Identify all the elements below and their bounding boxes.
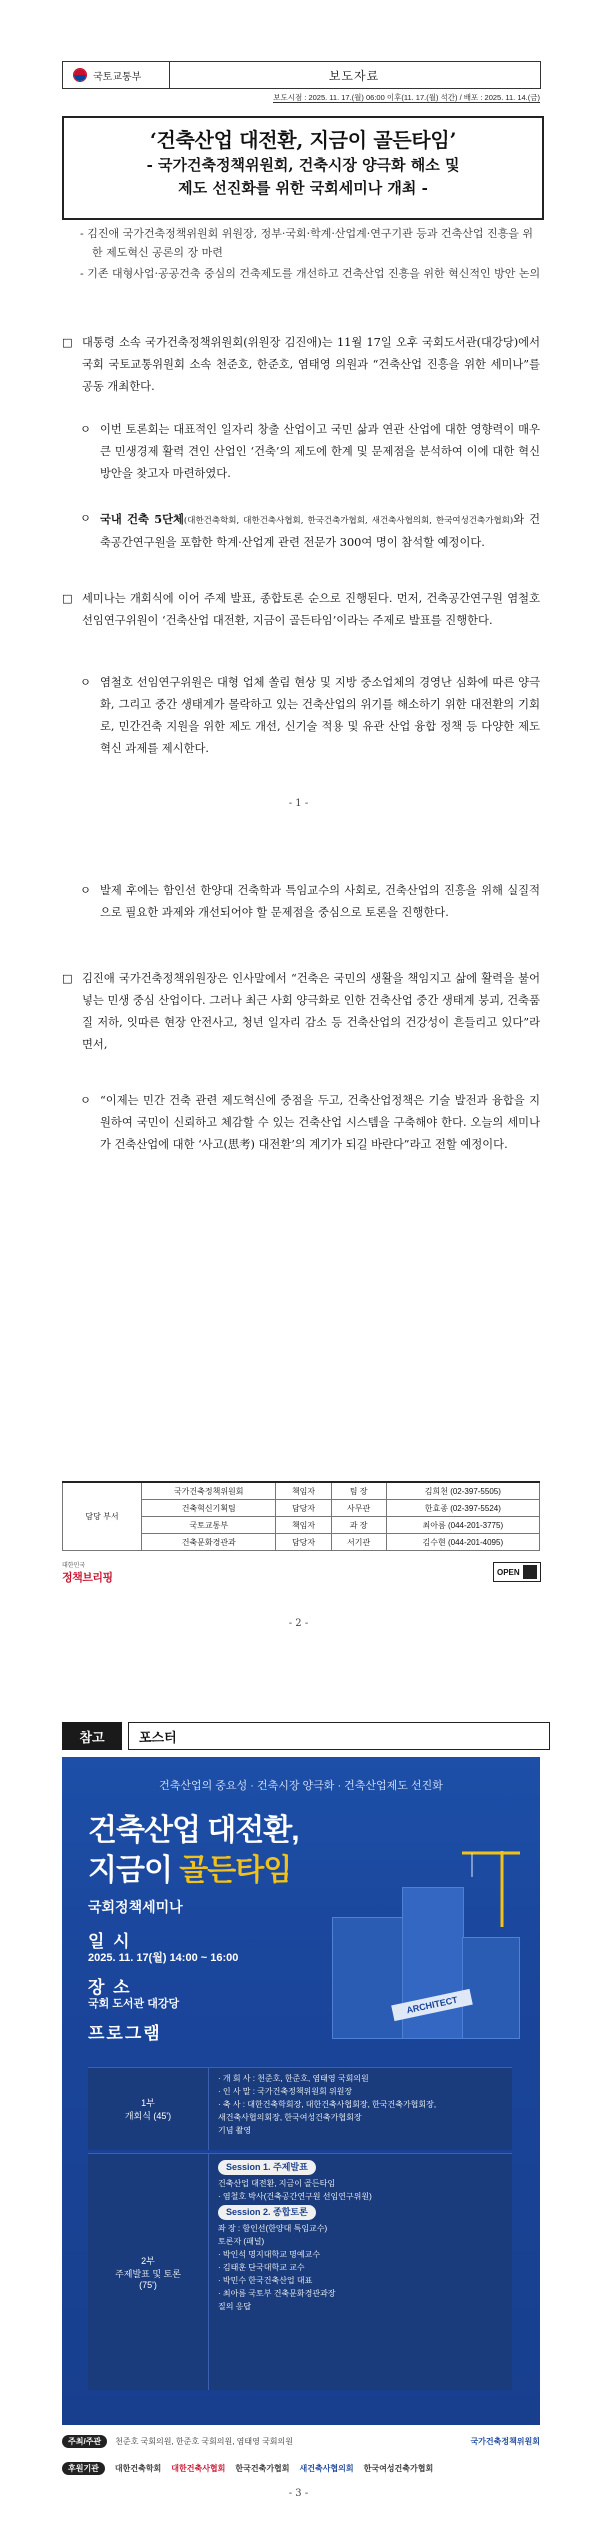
page-number: - 3 -	[288, 2488, 309, 2499]
crane-icon	[462, 1847, 522, 1927]
bullet-mark: □	[62, 972, 73, 985]
subtitle-line-2: 제도 선진화를 위한 국회세미나 개최 -	[178, 179, 428, 197]
reference-title: 포스터	[128, 1722, 550, 1750]
host-text: 천준호 국회의원, 한준호 국회의원, 염태영 국회의원	[115, 2436, 293, 2446]
contact-table	[62, 1481, 540, 1551]
paragraph-1	[62, 332, 540, 398]
program-row-1	[88, 2067, 512, 2150]
program-line: 건축산업 대전환, 지금이 골든타임	[218, 2179, 336, 2188]
contact-title: 사무관	[331, 1500, 386, 1517]
architect-sign: ARCHITECT	[391, 1989, 473, 2021]
paragraph-text: 발제 후에는 함인선 한양대 건축학과 특임교수의 사회로, 건축산업의 진흥을 위해 실질적으로 필요한 과제와 개선되어야 할 문제점을 중심으로 토론을 진행한다.	[100, 884, 540, 919]
text-normal: 와 건축공간연구원을 포함한 학계·산업계 관련 전문가 300여 명이 참석할 예정이다.	[100, 513, 540, 549]
summary-item: - 김진애 국가건축정책위원회 위원장, 정부·국회·학계·산업계·연구기관 등과 건축산업 진흥을 위한 제도혁신 공론의 장 마련	[80, 227, 533, 259]
page-number: - 2 -	[288, 1618, 309, 1629]
session-pill: Session 2. 종합토론	[218, 2205, 316, 2220]
host-label: 주최/주관	[62, 2435, 107, 2448]
paragraph-8	[80, 1090, 540, 1156]
host-row	[62, 2432, 540, 2450]
program-row-label	[88, 2154, 209, 2390]
program-row-label	[88, 2068, 209, 2150]
summary	[80, 224, 542, 285]
contact-role: 담당자	[276, 1534, 331, 1551]
contact-title: 과 장	[331, 1517, 386, 1534]
program-label: 프로그램	[88, 2024, 162, 2043]
bullet-mark: ㅇ	[80, 512, 91, 525]
supporter: 한국건축가협회	[235, 2463, 290, 2473]
ministry-name: 국토교통부	[93, 71, 142, 83]
bullet-mark: ㅇ	[80, 1094, 91, 1107]
summary-item: - 기존 대형사업·공공건축 중심의 건축제도를 개선하고 건축산업 진흥을 위한 혁신적인 방안 논의	[80, 267, 541, 280]
supporter: 새건축사협의회	[299, 2463, 354, 2473]
paragraph-text: 김진애 국가건축정책위원장은 인사말에서 “건축은 국민의 생활을 책임지고 삶에 활력을 불어넣는 민생 중심 산업이다. 그러나 최근 사회 양극화로 인한 건축산업 중간 생태계 붕괴, 건축품질 저하, 잇따른 현장 안전사고, 청년 일자리 감소 등 건축산업의 건강성이 흔들리고 있다”라면서,	[82, 972, 540, 1051]
program-line: 토론자 (패널)	[218, 2237, 265, 2246]
contact-org: 건축문화경관과	[142, 1534, 276, 1551]
paragraph-2	[80, 419, 540, 485]
open-badge-text: OPEN	[497, 1567, 520, 1577]
paragraph-6	[80, 880, 540, 924]
event-poster	[62, 1757, 540, 2425]
embargo-text: 보도시점 : 2025. 11. 17.(월) 06:00 이후(11. 17.(월) 석간) / 배포 : 2025. 11. 14.(금)	[273, 93, 540, 102]
program-part-desc: 개회식 (45')	[124, 2111, 172, 2121]
briefing-logo-small: 대한민국	[62, 1563, 86, 1569]
poster-top-text: 건축산업의 중요성 · 건축시장 양극화 · 건축산업제도 선진화	[159, 1780, 443, 1792]
contact-title: 팀 장	[331, 1482, 386, 1500]
paragraph-3	[80, 508, 540, 554]
session-pill: Session 1. 주제발표	[218, 2160, 316, 2175]
paragraph-text: 대통령 소속 국가건축정책위원회(위원장 김진애)는 11월 17일 오후 국회도서관(대강당)에서 국회 국토교통위원회 소속 천준호, 한준호, 염태영 의원과 “건축산업 진흥을 위한 세미나”를 공동 개최한다.	[82, 336, 540, 393]
place-label: 장 소	[88, 1978, 132, 1997]
contact-role: 책임자	[276, 1482, 331, 1500]
program-line: 새건축사협의회장, 한국여성건축가협회장	[218, 2113, 362, 2122]
program-part: 2부	[141, 2256, 155, 2266]
contact-name: 한효종 (02-397-5524)	[386, 1500, 539, 1517]
bullet-mark: ㅇ	[80, 676, 91, 689]
paragraph-text: 염철호 선임연구위원은 대형 업체 쏠림 현상 및 지방 중소업체의 경영난 심화에 따른 양극화, 그리고 중간 생태계가 몰락하고 있는 건축산업의 위기를 해소하기 위한 대전환의 기회로, 민간건축 지원을 위한 제도 개선, 신기술 적용 및 유관 산업 융합 정책 등 다양한 제도 혁신 과제를 제시한다.	[100, 676, 540, 755]
bullet-mark: □	[62, 336, 73, 349]
host-org: 국가건축정책위원회	[470, 2436, 540, 2446]
embargo-line	[62, 92, 540, 103]
bullet-mark: ㅇ	[80, 884, 91, 897]
support-label: 후원기관	[62, 2462, 105, 2475]
page-number: - 1 -	[288, 798, 309, 809]
ministry-logo-icon	[73, 68, 87, 82]
poster-title-part: 지금이	[88, 1854, 180, 1887]
place-value: 국회 도서관 대강당	[88, 1998, 180, 2010]
program-line: · 축 사 : 대한건축학회장, 대한건축사협회장, 한국건축가협회장,	[218, 2100, 437, 2109]
supporter: 한국여성건축가협회	[363, 2463, 434, 2473]
support-row	[62, 2458, 540, 2478]
paragraph-text	[80, 508, 540, 554]
program-line: · 개 회 사 : 천준호, 한준호, 염태영 국회의원	[218, 2074, 369, 2083]
contact-title: 서기관	[331, 1534, 386, 1551]
program-part-desc: 주제발표 및 토론	[115, 2269, 181, 2279]
contact-name: 최아름 (044-201-3775)	[386, 1517, 539, 1534]
program-line: 기념 촬영	[218, 2126, 252, 2135]
poster-title-highlight: 골든타임	[179, 1854, 292, 1887]
program-line: · 염철호 박사(건축공간연구원 선임연구위원)	[218, 2192, 372, 2201]
supporter: 대한건축사협회	[171, 2463, 226, 2473]
contact-org: 국토교통부	[142, 1517, 276, 1534]
program-line: · 최아름 국토부 건축문화경관과장	[218, 2289, 336, 2298]
bullet-mark: ㅇ	[80, 423, 91, 436]
poster-title-line-1: 건축산업 대전환,	[88, 1814, 299, 1847]
program-line: 좌 장 : 함인선(한양대 특임교수)	[218, 2224, 328, 2233]
contact-org: 건축혁신기획팀	[142, 1500, 276, 1517]
program-line: · 박민수 한국건축산업 대표	[218, 2276, 313, 2285]
open-badge	[493, 1562, 541, 1582]
poster-footer	[62, 2432, 540, 2478]
briefing-logo	[62, 1560, 122, 1585]
poster-title-line-2	[88, 1845, 291, 1889]
title-box	[62, 116, 544, 220]
poster-seminar: 국회정책세미나	[88, 1899, 183, 1915]
paragraph-text: 세미나는 개회식에 이어 주제 발표, 종합토론 순으로 진행된다. 먼저, 건축공간연구원 염철호 선임연구위원이 ‘건축산업 대전환, 지금이 골든타임’이라는 주제로 발표를 진행한다.	[82, 592, 540, 627]
dept-label: 담당 부서	[63, 1482, 142, 1551]
program-line: · 인 사 말 : 국가건축정책위원회 위원장	[218, 2087, 353, 2096]
program-part: 1부	[141, 2098, 155, 2108]
contact-name: 김희천 (02-397-5505)	[386, 1482, 539, 1500]
program-part-time: (75')	[139, 2280, 157, 2290]
date-label: 일 시	[88, 1932, 132, 1951]
supporter: 대한건축학회	[114, 2463, 162, 2473]
date-value: 2025. 11. 17(월) 14:00 ~ 16:00	[88, 1952, 239, 1964]
building-illustration	[332, 1917, 404, 2039]
open-license-icon	[523, 1565, 537, 1579]
contact-org: 국가건축정책위원회	[142, 1482, 276, 1500]
briefing-logo-text: 정책브리핑	[62, 1572, 113, 1584]
program-line: · 김태훈 단국대학교 교수	[218, 2263, 305, 2272]
table-row	[63, 1482, 540, 1500]
program-line: 질의 응답	[218, 2302, 252, 2311]
paragraph-4	[62, 588, 540, 632]
text-small: (대한건축학회, 대한건축사협회, 한국건축가협회, 새건축사협의회, 한국여성건축가협회)	[183, 516, 514, 526]
building-illustration	[462, 1937, 520, 2039]
paragraph-7	[62, 968, 540, 1056]
bullet-mark: □	[62, 592, 73, 605]
contact-role: 담당자	[276, 1500, 331, 1517]
program-line: · 박인석 명지대학교 명예교수	[218, 2250, 321, 2259]
doc-type: 보도자료	[168, 61, 541, 89]
contact-name: 김수현 (044-201-4095)	[386, 1534, 539, 1551]
page-title: ‘건축산업 대전환, 지금이 골든타임’	[149, 128, 457, 152]
reference-label: 참고	[62, 1722, 122, 1750]
ministry-box	[62, 61, 170, 89]
paragraph-5	[80, 672, 540, 760]
program-row-content	[218, 2158, 372, 2313]
subtitle-line-1: - 국가건축정책위원회, 건축시장 양극화 해소 및	[146, 156, 460, 174]
contact-role: 책임자	[276, 1517, 331, 1534]
text-strong: 국내 건축 5단체	[100, 512, 184, 526]
program-row-2	[88, 2153, 512, 2390]
paragraph-text: “이제는 민간 건축 관련 제도혁신에 중점을 두고, 건축산업정책은 기술 발전과 융합을 지원하여 국민이 신뢰하고 체감할 수 있는 건축산업 시스템을 구축해야 한다. 오늘의 세미나가 건축산업에 대한 ‘사고(思考) 대전환’의 계기가 되길 바란다”라고 전할 예정이다.	[100, 1094, 540, 1151]
paragraph-text: 이번 토론회는 대표적인 일자리 창출 산업이고 국민 삶과 연관 산업에 대한 영향력이 매우 큰 민생경제 활력 견인 산업인 ‘건축’의 제도에 한계 및 문제점을 분석하여 이에 대한 혁신 방안을 찾고자 마련하였다.	[100, 423, 540, 480]
program-row-content	[218, 2072, 436, 2137]
